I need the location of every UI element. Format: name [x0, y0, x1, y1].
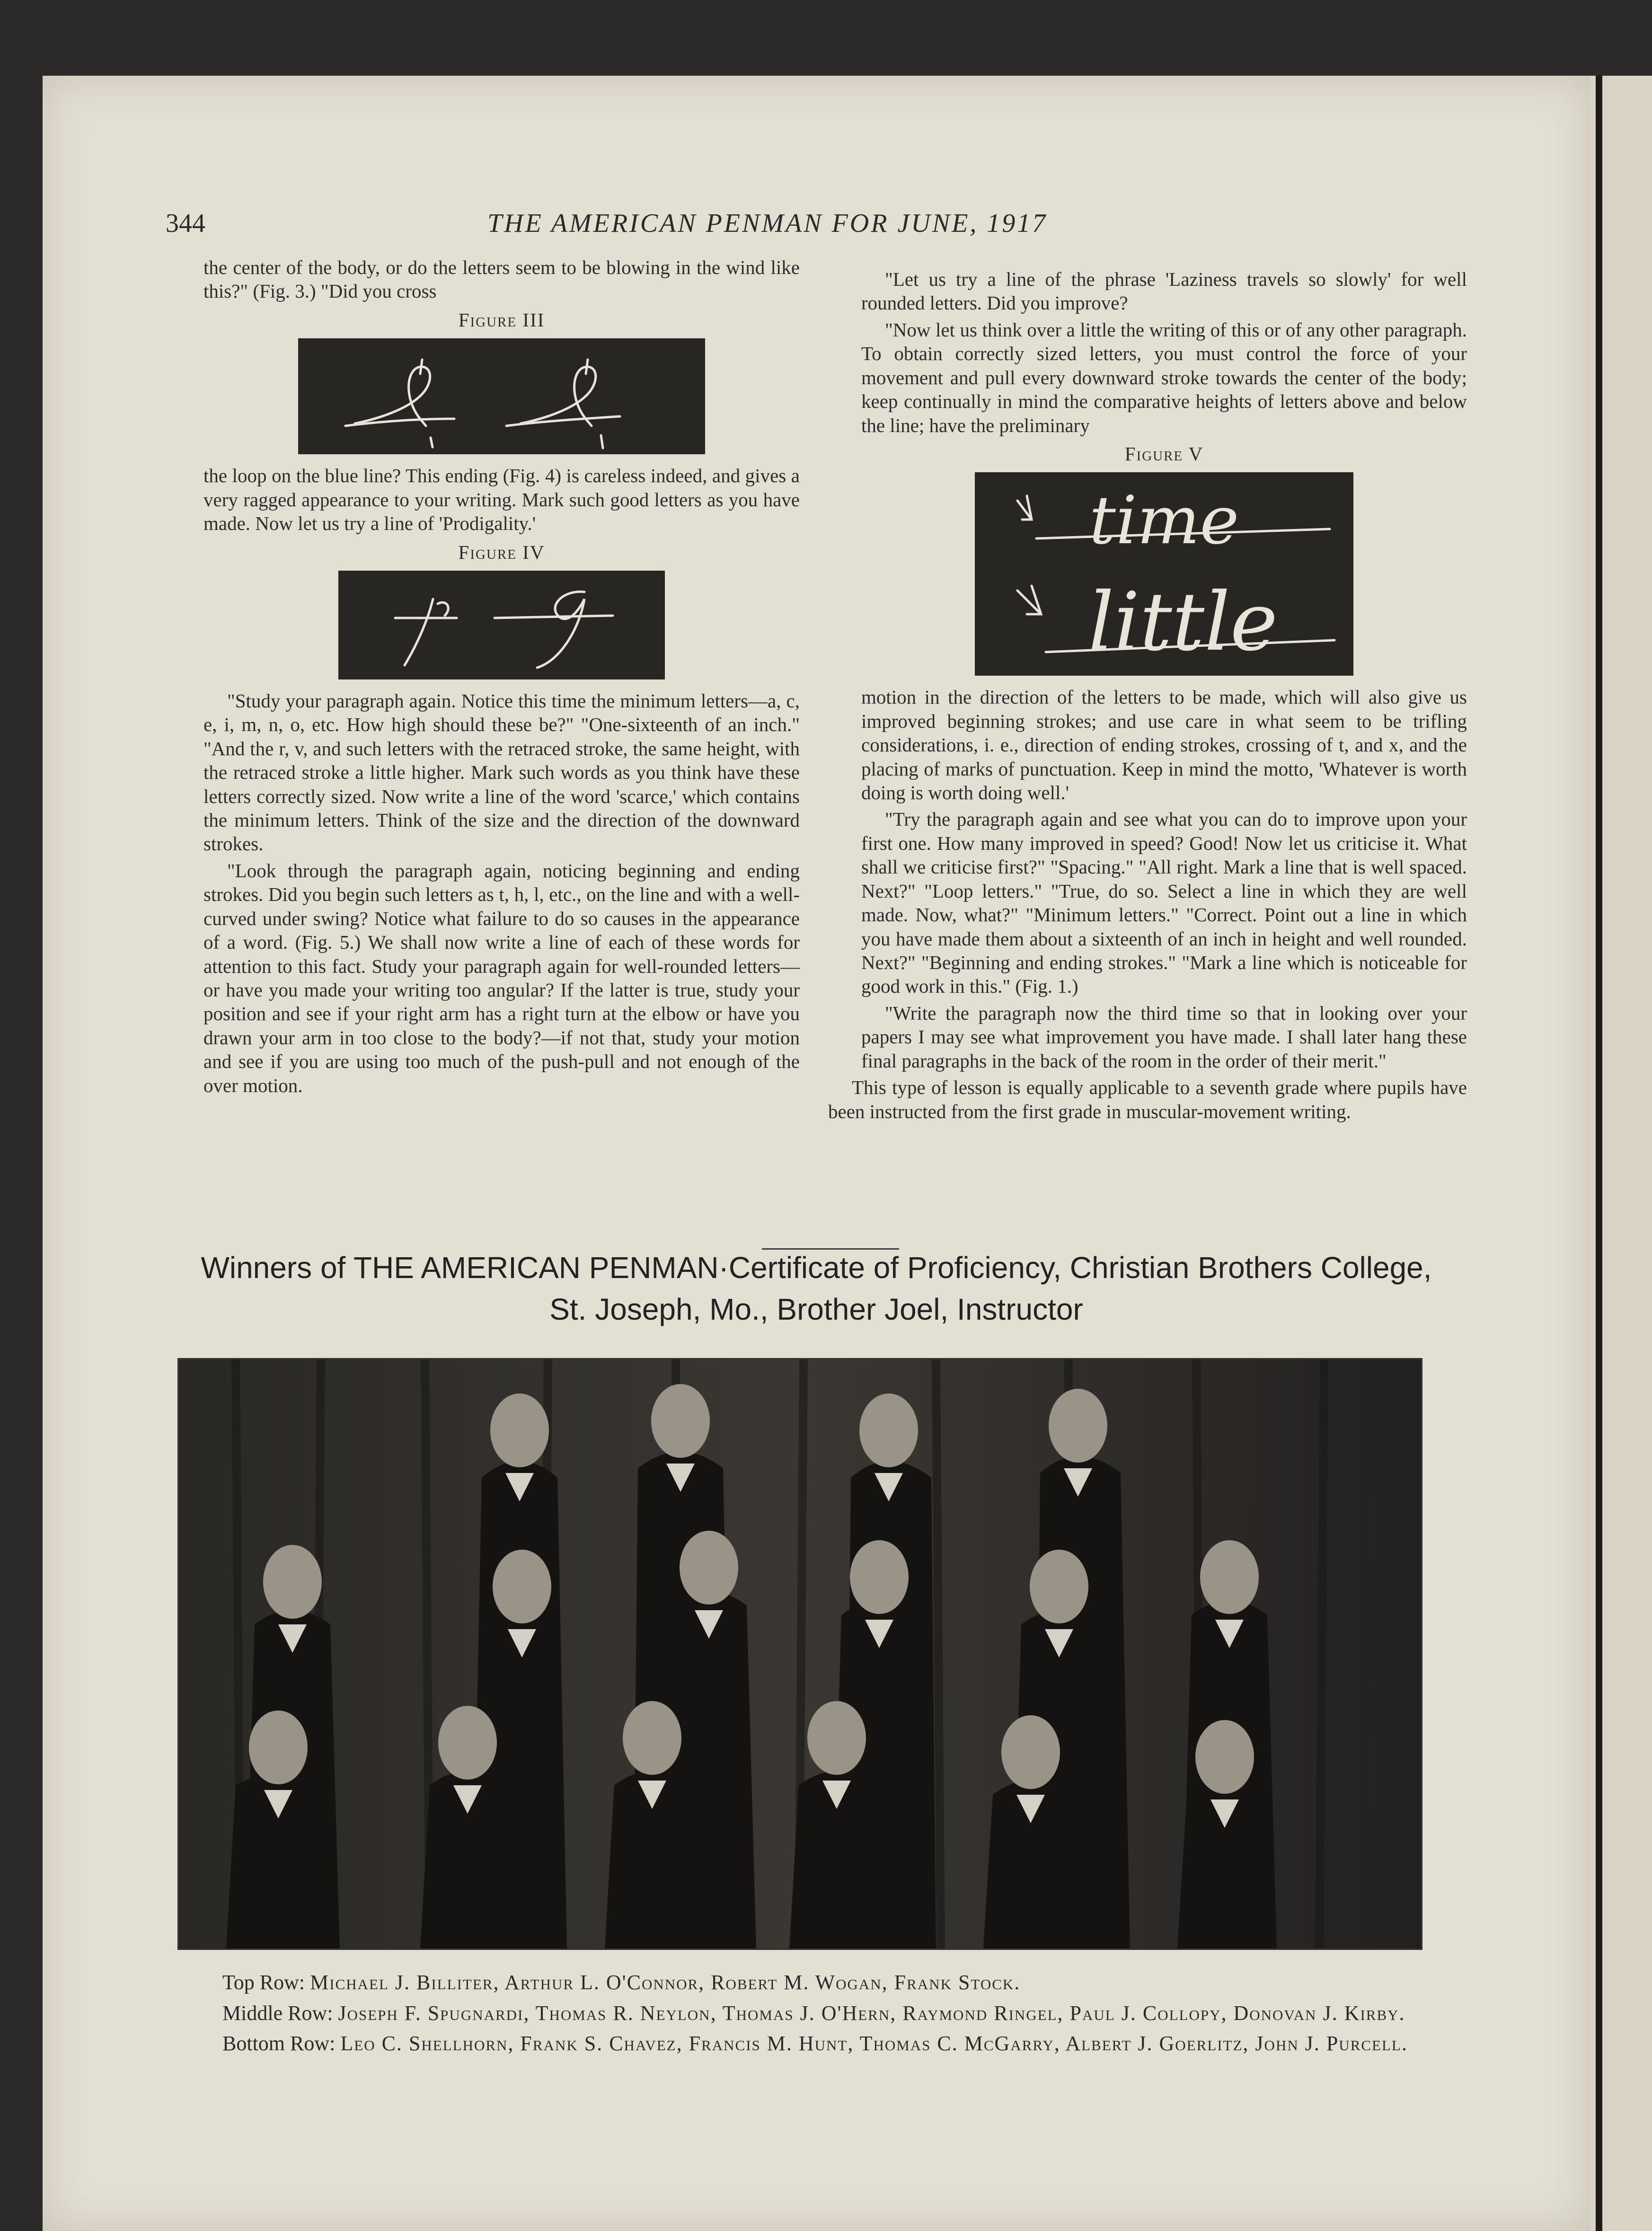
middle-row-label: Middle Row:: [222, 2001, 333, 2025]
figure-4-caption: Figure IV: [458, 541, 545, 563]
right-paragraph-5: "Write the paragraph now the third time so that in looking over your papers I may see what improvement you have made. I shall later hang these final paragraphs in the back of the room in the order of their merit.": [861, 1002, 1467, 1072]
figure-4-image: [338, 571, 665, 679]
page-header: [166, 203, 1443, 246]
photo-title-line-1: Winners of THE AMERICAN PENMAN·Certificate of Proficiency, Christian Brothers College,: [201, 1251, 1432, 1285]
figure-3-script: [298, 338, 705, 454]
right-paragraph-1: "Let us try a line of the phrase 'Laziness travels so slowly' for well rounded letters. Did you improve?: [861, 268, 1467, 314]
figure-3-image: [298, 338, 705, 454]
figure-5-image: [975, 472, 1353, 676]
left-paragraph-1: the center of the body, or do the letters seem to be blowing in the wind like this?" (Fig. 3.) "Did you cross: [203, 256, 800, 302]
left-column: [203, 256, 800, 1100]
bottom-row-names: Leo C. Shellhorn, Frank S. Chavez, Francis M. Hunt, Thomas C. McGarry, Albert J. Goerlitz, John J. Purcell.: [340, 2032, 1408, 2055]
right-paragraph-3: motion in the direction of the letters to be made, which will also give us improved beginning strokes; and use care in what seem to be trifling considerations, i. e., direction of ending strokes, crossing of t, and x, and the placing of marks of punctuation. Keep in mind the motto, 'Whatever is worth doing is worth doing well.': [861, 686, 1467, 804]
figure-5-word-time: time: [1089, 482, 1239, 560]
running-head: THE AMERICAN PENMAN FOR JUNE, 1917: [487, 209, 1048, 238]
figure-3-caption: Figure III: [458, 309, 545, 331]
right-paragraph-2: "Now let us think over a little the writing of this or of any other paragraph. To obtain correctly sized letters, you must control the force of your movement and pull every downward stroke towards the center of the body; keep continually in mind the comparative heights of letters above and below the line; have the preliminary: [861, 318, 1467, 436]
figure-4-script: [338, 571, 665, 679]
figure-5-word-little: little: [1088, 575, 1278, 670]
photo-title: [142, 1247, 1491, 1331]
photo-title-line-2: St. Joseph, Mo., Brother Joel, Instructor: [549, 1292, 1083, 1327]
right-paragraph-4: "Try the paragraph again and see what you can do to improve upon your first one. How many improved in speed? Good! Now let us criticise it. What shall we criticise first?" "Spacing." "All right. Mark a line that is well spaced. Next?" "Loop letters." "True, do so. Select a line in which they are well made. Now, what?" "Minimum letters." "Correct. Point out a line in which you have made them about a sixteenth of an inch in height and well rounded. Next?" "Beginning and ending strokes." "Mark a line which is noticeable for good work in this." (Fig. 1.): [861, 808, 1467, 997]
figure-5-script: [975, 472, 1353, 676]
page-gutter: [1596, 76, 1602, 2231]
right-column: [828, 267, 1467, 1126]
right-paragraph-6: This type of lesson is equally applicable to a seventh grade where pupils have been instructed from the first grade in muscular-movement writing.: [828, 1076, 1467, 1122]
top-row-names: Michael J. Billiter, Arthur L. O'Connor, Robert M. Wogan, Frank Stock.: [310, 1971, 1021, 1994]
left-paragraph-4: "Look through the paragraph again, noticing beginning and ending strokes. Did you begin such letters as t, h, l, etc., on the line and with a well-curved under swing? Notice what failure to do so causes in the appearance of a word. (Fig. 5.) We shall now write a line of each of these words for attention to this fact. Study your paragraph again for well-rounded letters—or have you made your writing too angular? If the latter is true, study your position and see if your right arm has a right turn at the elbow or have you drawn your arm in too close to the body?—if not that, study your motion and see if you are using too much of the push-pull and not enough of the over motion.: [203, 859, 800, 1096]
top-row-label: Top Row:: [222, 1971, 305, 1994]
left-paragraph-2: the loop on the blue line? This ending (Fig. 4) is careless indeed, and gives a very ragged appearance to your writing. Mark such good letters as you have made. Now let us try a line of 'Prodigality.': [203, 465, 800, 535]
group-photo-image: [179, 1359, 1421, 1949]
page-number: 344: [166, 209, 205, 238]
figure-5-caption: Figure V: [1124, 442, 1204, 465]
middle-row-names: Joseph F. Spugnardi, Thomas R. Neylon, Thomas J. O'Hern, Raymond Ringel, Paul J. Collopy, Donovan J. Kirby.: [338, 2001, 1405, 2025]
photo-caption-names: [180, 1971, 1434, 2063]
group-photo: [177, 1358, 1422, 1950]
bottom-row-label: Bottom Row:: [222, 2032, 336, 2055]
left-paragraph-3: "Study your paragraph again. Notice this time the minimum letters—a, c, e, i, m, n, o, etc. How high should these be?" "One-sixteenth of an inch." "And the r, v, and such letters with the retraced stroke, the same height, with the retraced stroke a little higher. Mark such words as you think have these letters correctly sized. Now write a line of the word 'scarce,' which contains the minimum letters. Think of the size and the direction of the downward strokes.: [203, 689, 800, 855]
